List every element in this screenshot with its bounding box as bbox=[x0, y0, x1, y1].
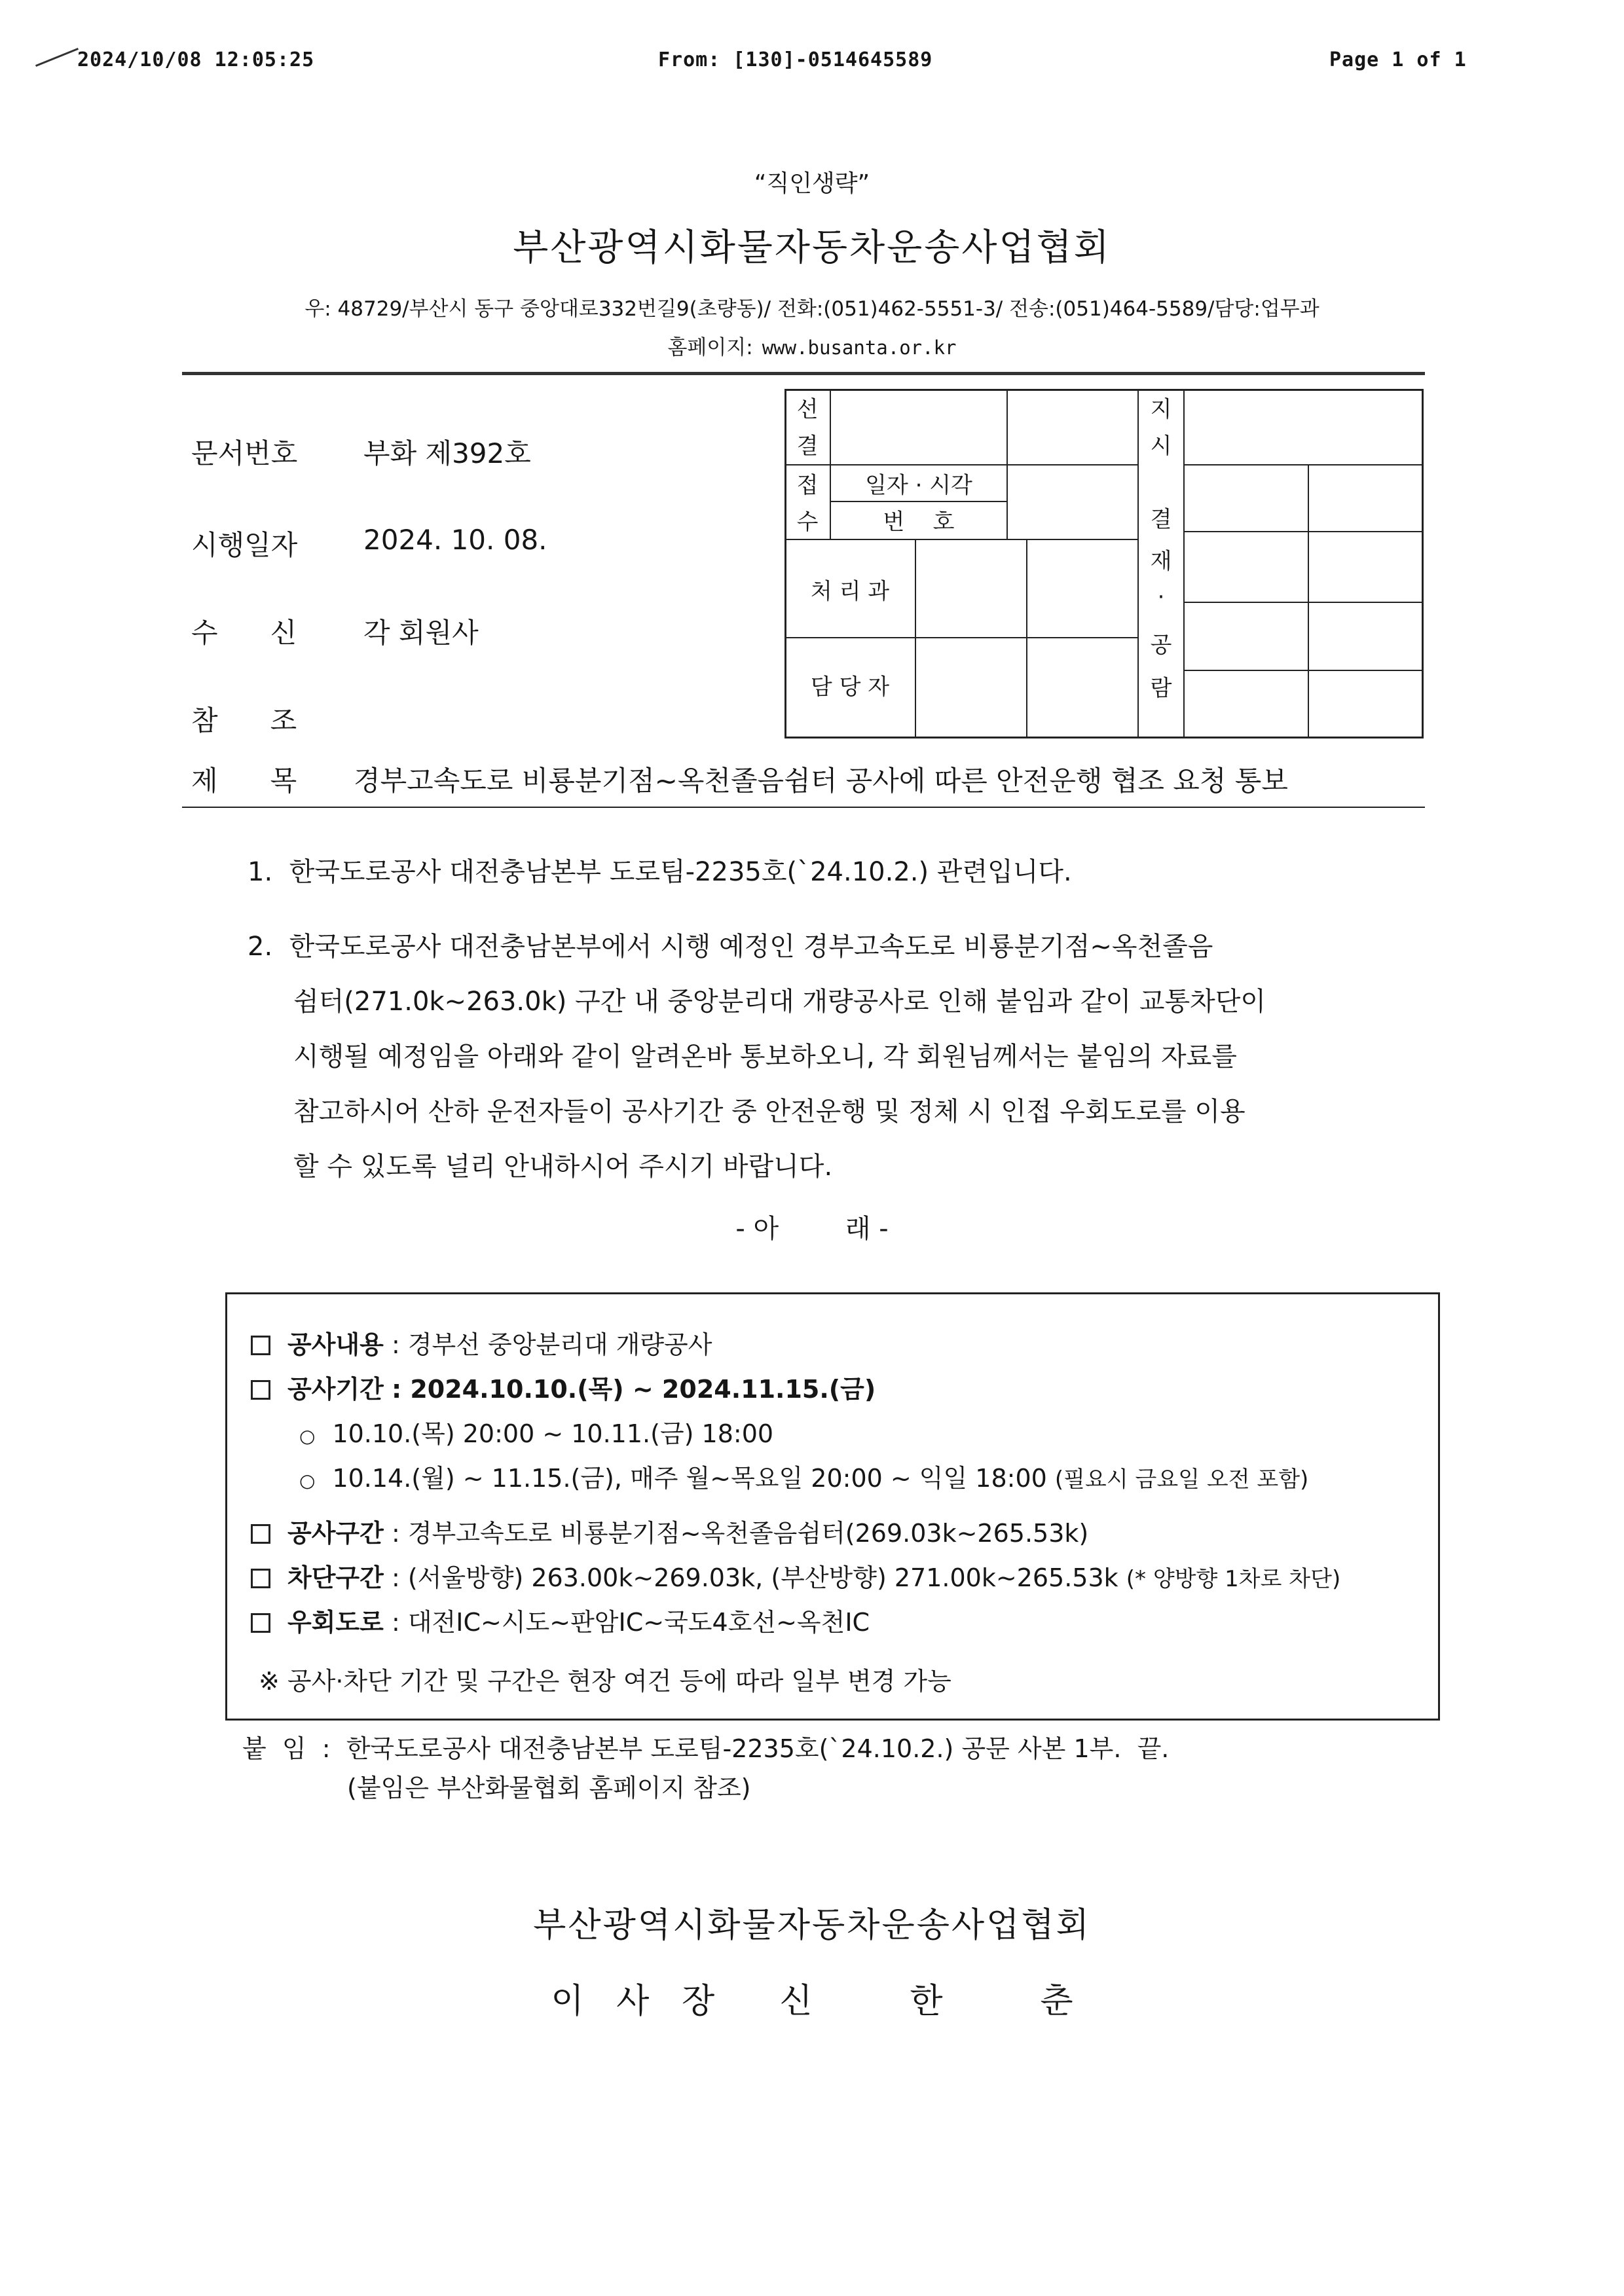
approval-dot: · bbox=[1157, 584, 1165, 610]
detail-period-sub-1-text: 10.10.(목) 20:00 ~ 10.11.(금) 18:00 bbox=[332, 1419, 774, 1448]
checkbox-icon bbox=[251, 1336, 270, 1355]
detail-detour-label: 우회도로 bbox=[287, 1608, 384, 1637]
date: 2024. 10. 08. bbox=[363, 524, 547, 556]
letterhead-homepage bbox=[0, 331, 1624, 360]
fax-page: Page 1 of 1 bbox=[1329, 48, 1467, 71]
detail-block-label: 차단구간 bbox=[287, 1563, 384, 1592]
attachment-line-2: (붙임은 부산화물협회 홈페이지 참조) bbox=[347, 1774, 751, 1802]
approval-table bbox=[784, 389, 1424, 738]
detail-period-sub-2-note: (필요시 금요일 오전 포함) bbox=[1054, 1467, 1309, 1493]
subject-underline bbox=[182, 807, 1425, 808]
paragraph-2-line-1: 2. 한국도로공사 대전충남본부에서 시행 예정인 경부고속도로 비룡분기점~옥천졸음 bbox=[248, 932, 1213, 962]
homepage-url[interactable]: www.busanta.or.kr bbox=[762, 337, 957, 359]
detail-note: ※ 공사·차단 기간 및 구간은 현장 여건 등에 따라 일부 변경 가능 bbox=[259, 1667, 951, 1696]
detail-period-sub-1 bbox=[299, 1413, 773, 1449]
approval-jeop: 접 bbox=[796, 472, 819, 499]
detail-detour-value: : 대전IC~시도~판암IC~국도4호선~옥천IC bbox=[391, 1608, 870, 1637]
approval-jae: 재 bbox=[1150, 548, 1172, 575]
seal-omitted-notice: “직인생략” bbox=[754, 170, 870, 197]
detail-block-note: (* 양방향 1차로 차단) bbox=[1126, 1566, 1341, 1592]
reference-label: 참 조 bbox=[191, 704, 297, 737]
checkbox-icon bbox=[251, 1613, 270, 1633]
approval-person-in-charge: 담 당 자 bbox=[810, 674, 890, 701]
checkbox-icon bbox=[251, 1569, 270, 1588]
paragraph-2-line-2: 쉼터(271.0k~263.0k) 구간 내 중앙분리대 개량공사로 인해 붙임과 같이 교통차단이 bbox=[293, 987, 1266, 1017]
approval-gyeol2: 결 bbox=[1150, 506, 1172, 533]
detail-section-label: 공사구간 bbox=[287, 1519, 384, 1548]
detail-detour bbox=[251, 1602, 870, 1638]
arae-heading: - 아 래 - bbox=[735, 1214, 889, 1244]
approval-si: 시 bbox=[1150, 433, 1172, 460]
approval-gong: 공 bbox=[1150, 632, 1172, 659]
fax-from: From: [130]-0514645589 bbox=[658, 48, 933, 71]
detail-content bbox=[251, 1324, 712, 1360]
attachment-line-1: 붙 임 : 한국도로공사 대전충남본부 도로팀-2235호(`24.10.2.) 공문 사본 1부. 끝. bbox=[242, 1734, 1170, 1763]
details-box bbox=[225, 1292, 1440, 1721]
circle-bullet-icon: ○ bbox=[299, 1470, 316, 1491]
detail-period-label: 공사기간 bbox=[287, 1375, 384, 1404]
header-divider bbox=[182, 372, 1425, 375]
detail-section-value: : 경부고속도로 비룡분기점~옥천졸음쉼터(269.03k~265.53k) bbox=[391, 1519, 1089, 1548]
detail-period-sub-2 bbox=[299, 1458, 1308, 1494]
detail-content-value: : 경부선 중앙분리대 개량공사 bbox=[391, 1330, 712, 1359]
checkbox-icon bbox=[251, 1524, 270, 1544]
paragraph-1: 1. 한국도로공사 대전충남본부 도로팀-2235호(`24.10.2.) 관련입니다. bbox=[248, 857, 1072, 887]
recipient-label: 수 신 bbox=[191, 617, 297, 649]
detail-period-sub-2-text: 10.14.(월) ~ 11.15.(금), 매주 월~목요일 20:00 ~ 익일 18:00 bbox=[332, 1464, 1047, 1493]
approval-seon: 선 bbox=[796, 396, 819, 423]
fax-datetime: 2024/10/08 12:05:25 bbox=[77, 48, 315, 71]
circle-bullet-icon: ○ bbox=[299, 1425, 316, 1447]
paragraph-2-line-4: 참고하시어 산하 운전자들이 공사기간 중 안전운행 및 정체 시 인접 우회도로를 이용 bbox=[293, 1097, 1246, 1127]
date-label: 시행일자 bbox=[191, 529, 298, 561]
detail-block bbox=[251, 1558, 1340, 1594]
doc-no: 부화 제392호 bbox=[363, 437, 531, 469]
closing-org-name: 부산광역시화물자동차운송사업협회 bbox=[533, 1906, 1091, 1945]
approval-handling-dept: 처 리 과 bbox=[810, 578, 890, 605]
letterhead-address: 우: 48729/부산시 동구 중앙대로332번길9(초량동)/ 전화:(051)462-5551-3/ 전송:(051)464-5589/담당:업무과 bbox=[304, 297, 1320, 321]
detail-period bbox=[251, 1369, 876, 1405]
paragraph-2-line-5: 할 수 있도록 널리 안내하시어 주시기 바랍니다. bbox=[293, 1152, 833, 1182]
subject: 경부고속도로 비룡분기점~옥천졸음쉼터 공사에 따른 안전운행 협조 요청 통보 bbox=[354, 765, 1288, 797]
approval-su: 수 bbox=[796, 509, 819, 536]
fax-mark bbox=[35, 48, 79, 67]
closing-chairman: 이 사 장 신 한 춘 bbox=[551, 1982, 1073, 2021]
detail-content-label: 공사내용 bbox=[287, 1330, 384, 1359]
paragraph-2-line-3: 시행될 예정임을 아래와 같이 알려온바 통보하오니, 각 회원님께서는 붙임의 자료를 bbox=[293, 1042, 1237, 1072]
approval-ji: 지 bbox=[1150, 396, 1172, 423]
detail-section bbox=[251, 1513, 1088, 1549]
detail-block-value: : (서울방향) 263.00k~269.03k, (부산방향) 271.00k~265.53k bbox=[391, 1563, 1118, 1592]
approval-number: 번 호 bbox=[883, 509, 955, 536]
letterhead-org-name: 부산광역시화물자동차운송사업협회 bbox=[513, 227, 1111, 269]
checkbox-icon bbox=[251, 1380, 270, 1400]
approval-date-time: 일자 · 시각 bbox=[865, 472, 972, 499]
homepage-label: 홈페이지: bbox=[667, 336, 753, 359]
paragraph-2 bbox=[248, 919, 1439, 1194]
detail-period-value: : 2024.10.10.(목) ~ 2024.11.15.(금) bbox=[391, 1375, 876, 1404]
approval-ram: 람 bbox=[1150, 675, 1172, 702]
subject-label: 제 목 bbox=[191, 765, 297, 797]
doc-no-label: 문서번호 bbox=[191, 437, 298, 469]
approval-gyeol: 결 bbox=[796, 433, 819, 460]
recipient: 각 회원사 bbox=[363, 617, 479, 649]
